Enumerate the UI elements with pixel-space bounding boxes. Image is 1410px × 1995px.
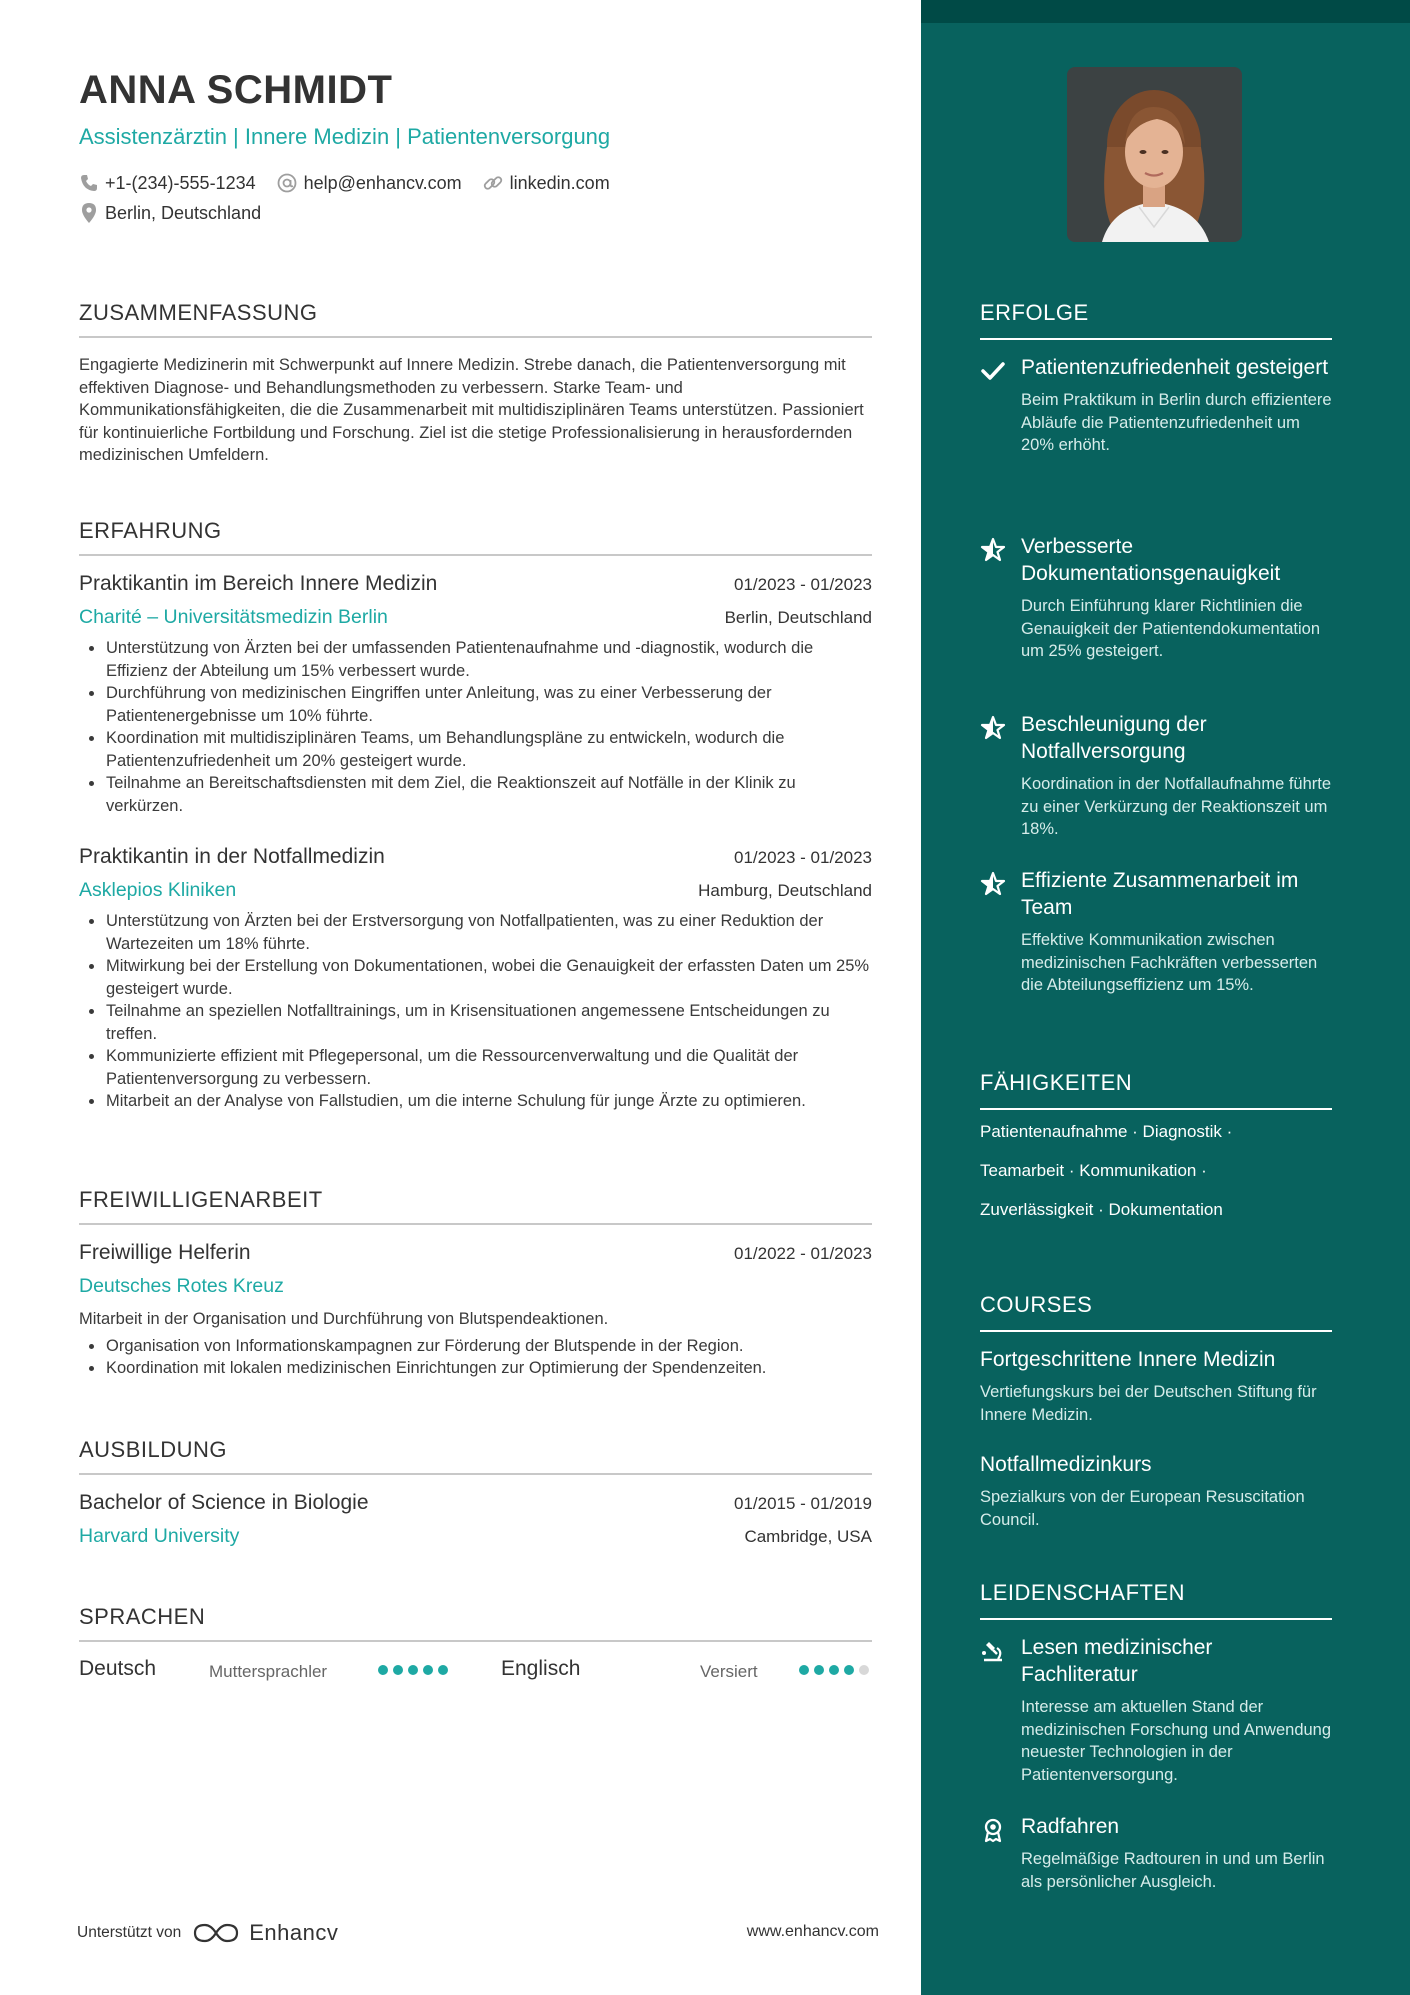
achievement-item — [980, 533, 1332, 663]
course-title: Notfallmedizinkurs — [980, 1453, 1152, 1476]
job-title: Praktikantin im Bereich Innere Medizin — [79, 572, 438, 595]
job-date: 01/2023 - 01/2023 — [733, 848, 872, 867]
job-location: Berlin, Deutschland — [724, 608, 872, 627]
achievement-title: Patientenzufriedenheit gesteigert — [1021, 356, 1329, 379]
job-company: Charité – Universitätsmedizin Berlin — [79, 606, 388, 628]
passion-title: Lesen medizinischer Fachliteratur — [1021, 1636, 1213, 1686]
skills-heading: FÄHIGKEITEN — [980, 1070, 1332, 1110]
rating-dot-empty — [859, 1665, 869, 1675]
achievement-description: Beim Praktikum in Berlin durch effizientere Abläufe die Patientenzufriedenheit um 20% erhöht. — [1021, 391, 1332, 454]
phone-icon — [79, 173, 99, 193]
skill-line: Zuverlässigkeit · Dokumentation — [980, 1200, 1223, 1219]
rating-dot-filled — [829, 1665, 839, 1675]
volunteer-heading: FREIWILLIGENARBEIT — [79, 1187, 872, 1225]
achievements-heading: ERFOLGE — [980, 300, 1332, 340]
course-item — [980, 1451, 1332, 1531]
volunteer-description: Mitarbeit in der Organisation und Durchführung von Blutspendeaktionen. — [79, 1310, 609, 1328]
rating-dot-filled — [393, 1665, 403, 1675]
profile-photo — [1067, 67, 1242, 242]
candidate-title: Assistenzärztin | Innere Medizin | Patientenversorgung — [79, 124, 611, 149]
language-level: Versiert — [700, 1662, 758, 1681]
education-heading: AUSBILDUNG — [79, 1437, 872, 1475]
volunteer-organization: Deutsches Rotes Kreuz — [79, 1275, 284, 1297]
achievement-description: Effektive Kommunikation zwischen medizinischen Fachkräften verbesserten die Abteilungseffizienz um 15%. — [1021, 931, 1318, 994]
volunteer-entry — [79, 1241, 872, 1380]
star-icon — [980, 537, 1006, 563]
school-location: Cambridge, USA — [744, 1527, 872, 1546]
email-text: help@enhancv.com — [303, 172, 462, 193]
contact-location — [79, 202, 261, 224]
contact-email[interactable] — [276, 172, 462, 194]
achievement-item — [980, 354, 1332, 457]
passion-description: Regelmäßige Radtouren in und um Berlin als persönlicher Ausgleich. — [1021, 1850, 1325, 1891]
sidebar — [921, 0, 1410, 1995]
languages-heading: SPRACHEN — [79, 1604, 872, 1642]
achievement-title: Effiziente Zusammenarbeit im Team — [1021, 869, 1299, 919]
skill-line: Teamarbeit · Kommunikation · — [980, 1161, 1207, 1180]
language-name: Deutsch — [79, 1657, 157, 1680]
job-bullets — [79, 910, 872, 1113]
achievement-title: Verbesserte Dokumentationsgenauigkeit — [1021, 535, 1281, 585]
passion-item — [980, 1634, 1332, 1786]
bullet-item: Unterstützung von Ärzten bei der umfassenden Patientenaufnahme und -diagnostik, wodurch die Effizienz der Abteilung um 15% verbessert wurde. — [79, 637, 872, 682]
star-icon — [980, 715, 1006, 741]
bullet-item: Koordination mit multidisziplinären Teams, um Behandlungspläne zu entwickeln, wodurch die Patientenzufriedenheit um 20% gesteigert wurde. — [79, 727, 872, 772]
course-description: Vertiefungskurs bei der Deutschen Stiftung für Innere Medizin. — [980, 1383, 1317, 1424]
job-date: 01/2023 - 01/2023 — [733, 575, 872, 594]
rating-dot-filled — [799, 1665, 809, 1675]
volunteer-title: Freiwillige Helferin — [79, 1241, 251, 1264]
bullet-item: Teilnahme an speziellen Notfalltrainings, um in Krisensituationen angemessene Entscheidungen zu treffen. — [79, 1000, 872, 1045]
bullet-item: Mitarbeit an der Analyse von Fallstudien, um die interne Schulung für junge Ärzte zu optimieren. — [79, 1090, 872, 1113]
at-icon — [276, 172, 298, 194]
passion-description: Interesse am aktuellen Stand der medizinischen Forschung und Anwendung neuester Technologien in der Patientenversorgung. — [1021, 1698, 1332, 1784]
volunteer-date: 01/2022 - 01/2023 — [733, 1244, 872, 1263]
achievement-item — [980, 867, 1332, 997]
achievement-description: Koordination in der Notfallaufnahme führte zu einer Verkürzung der Reaktionszeit um 18%. — [1021, 775, 1332, 838]
bullet-item: Organisation von Informationskampagnen zur Förderung der Blutspende in der Region. — [79, 1335, 872, 1358]
rating-dot-filled — [423, 1665, 433, 1675]
powered-by-text: Unterstützt von — [77, 1924, 182, 1941]
bullet-item: Koordination mit lokalen medizinischen Einrichtungen zur Optimierung der Spendenzeiten. — [79, 1357, 872, 1380]
school-name: Harvard University — [79, 1525, 240, 1547]
bullet-item: Durchführung von medizinischen Eingriffen unter Anleitung, was zu einer Verbesserung der Patientenergebnisse um 10% führte. — [79, 682, 872, 727]
job-title: Praktikantin in der Notfallmedizin — [79, 845, 385, 868]
language-level: Muttersprachler — [209, 1662, 328, 1681]
contact-info — [79, 170, 630, 230]
bullet-item: Unterstützung von Ärzten bei der Erstversorgung von Notfallpatienten, was zu einer Reduktion der Wartezeiten um 18% führte. — [79, 910, 872, 955]
star-icon — [980, 871, 1006, 897]
rating-dot-filled — [814, 1665, 824, 1675]
bullet-item: Teilnahme an Bereitschaftsdiensten mit dem Ziel, die Reaktionszeit auf Notfälle in der Klinik zu verkürzen. — [79, 772, 872, 817]
job-location: Hamburg, Deutschland — [698, 881, 872, 900]
sidebar-top-stripe — [921, 0, 1410, 23]
bullet-item: Mitwirkung bei der Erstellung von Dokumentationen, wobei die Genauigkeit der erfassten Daten um 25% gesteigert wurde. — [79, 955, 872, 1000]
phone-text: +1-(234)-555-1234 — [105, 172, 256, 193]
job-entry — [79, 845, 872, 1113]
footer — [77, 1912, 879, 1948]
course-item — [980, 1346, 1332, 1426]
rating-dot-filled — [378, 1665, 388, 1675]
achievement-description: Durch Einführung klarer Richtlinien die Genauigkeit der Patientendokumentation um 25% gesteigert. — [1021, 597, 1321, 660]
location-text: Berlin, Deutschland — [105, 202, 262, 223]
skills-list — [980, 1121, 1332, 1238]
volunteer-bullets — [79, 1335, 872, 1380]
passion-item — [980, 1813, 1332, 1893]
rating-dot-filled — [438, 1665, 448, 1675]
summary-text: Engagierte Medizinerin mit Schwerpunkt auf Innere Medizin. Strebe danach, die Patientenversorgung mit effektiven Diagnose- und Behandlungsmethoden zu verbessern. Starke Team- und Kommunikationsfähigkeiten, die die Zusammenarbeit mit multidisziplinären Teams unterstützen. Passioniert für kontinuierliche Fortbildung und Forschung. Ziel ist die stetige Professionalisierung in herausfordernden medizinischen Umfeldern. — [79, 356, 864, 464]
course-title: Fortgeschrittene Innere Medizin — [980, 1348, 1276, 1371]
skill-line: Patientenaufnahme · Diagnostik · — [980, 1122, 1233, 1141]
location-pin-icon — [79, 202, 99, 224]
enhancv-brand: Enhancv — [249, 1920, 339, 1945]
degree-title: Bachelor of Science in Biologie — [79, 1491, 369, 1514]
languages-row — [79, 1657, 872, 1687]
job-entry — [79, 572, 872, 817]
linkedin-text: linkedin.com — [509, 172, 610, 193]
enhancv-logo-icon — [193, 1921, 239, 1945]
link-icon — [482, 172, 504, 194]
rating-dot-filled — [844, 1665, 854, 1675]
microscope-icon — [980, 1638, 1006, 1664]
contact-phone[interactable] — [79, 173, 256, 194]
achievement-item — [980, 711, 1332, 841]
job-bullets — [79, 637, 872, 817]
summary-heading: ZUSAMMENFASSUNG — [79, 300, 872, 338]
language-rating — [378, 1665, 448, 1675]
achievement-title: Beschleunigung der Notfallversorgung — [1021, 713, 1207, 763]
education-entry — [79, 1491, 872, 1548]
candidate-name: ANNA SCHMIDT — [79, 68, 393, 112]
courses-heading: COURSES — [980, 1292, 1332, 1332]
footer-website[interactable]: www.enhancv.com — [746, 1923, 879, 1940]
bullet-item: Kommunizierte effizient mit Pflegepersonal, um die Ressourcenverwaltung und die Qualität der Patientenversorgung zu verbessern. — [79, 1045, 872, 1090]
job-company: Asklepios Kliniken — [79, 879, 237, 901]
course-description: Spezialkurs von der European Resuscitation Council. — [980, 1488, 1305, 1529]
contact-linkedin[interactable] — [482, 172, 610, 194]
language-rating — [799, 1665, 869, 1675]
education-date: 01/2015 - 01/2019 — [733, 1494, 872, 1513]
experience-heading: ERFAHRUNG — [79, 518, 872, 556]
passions-heading: LEIDENSCHAFTEN — [980, 1580, 1332, 1620]
award-icon — [980, 1817, 1006, 1843]
passion-title: Radfahren — [1021, 1815, 1120, 1838]
language-name: Englisch — [501, 1657, 581, 1680]
check-icon — [980, 358, 1006, 384]
rating-dot-filled — [408, 1665, 418, 1675]
